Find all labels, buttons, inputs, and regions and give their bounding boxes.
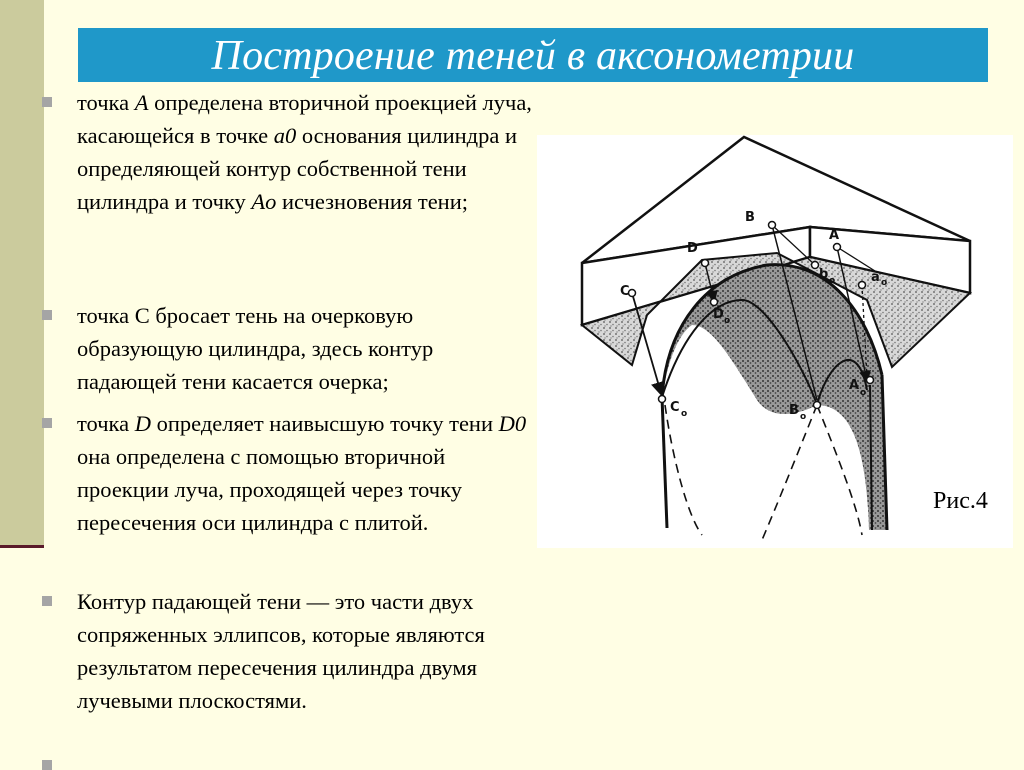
label-d0: D bbox=[713, 307, 724, 322]
bullet-text-italic: A bbox=[134, 90, 149, 115]
label-c0-sub: o bbox=[681, 409, 688, 419]
bullet-text-italic: Ao bbox=[251, 189, 277, 214]
bullet-text-run: исчезновения тени; bbox=[276, 189, 469, 214]
bullet-text-italic: D0 bbox=[498, 411, 527, 436]
label-point-a: A bbox=[829, 228, 840, 243]
figure-caption: Рис.4 bbox=[933, 488, 988, 514]
bullet-text-run: она определена с помощью вторичной проекции луча, проходящей через точку пересечения оси цилиндра с плитой. bbox=[77, 444, 462, 535]
bullet-text-italic: D bbox=[134, 411, 151, 436]
label-d0-sub: o bbox=[724, 316, 731, 326]
bullet-marker bbox=[42, 418, 52, 428]
label-point-d: D bbox=[687, 241, 698, 256]
bullet-text bbox=[77, 585, 537, 717]
label-point-c: C bbox=[620, 284, 630, 299]
bullet-text-run: точка bbox=[77, 90, 135, 115]
label-a0-sub: o bbox=[881, 278, 888, 288]
bullet-text-run: определяет наивысшую точку тени bbox=[150, 411, 499, 436]
bullet-text bbox=[77, 299, 537, 398]
label-a0: a bbox=[871, 270, 880, 285]
dashed-ellipse-right-b bbox=[762, 405, 817, 540]
label-a0-point-sub: o bbox=[860, 388, 867, 398]
slide-title: Построение теней в аксонометрии bbox=[78, 28, 988, 82]
label-c0: C bbox=[670, 400, 680, 415]
bullet-marker bbox=[42, 596, 52, 606]
bullet-text-run: точка С бросает тень на очерковую образующую цилиндра, здесь контур падающей тени касается очерка; bbox=[77, 303, 434, 394]
figure-shadow-construction bbox=[537, 135, 1013, 548]
label-point-b: B bbox=[745, 210, 755, 225]
cylinder-left-edge bbox=[662, 397, 667, 528]
bullet-marker bbox=[42, 97, 52, 107]
bullet-text-run: Контур падающей тени — это части двух сопряженных эллипсов, которые являются результатом пересечения цилиндра двумя лучевыми плоскостями. bbox=[77, 589, 485, 713]
bullet-text-run: точка bbox=[77, 411, 135, 436]
label-b0: b bbox=[819, 267, 829, 282]
dashed-ellipse-left bbox=[665, 405, 702, 535]
bullet-text-run: основания цилиндра и определяющей контур собственной тени цилиндра и точку bbox=[77, 123, 518, 214]
label-b0-point: B bbox=[789, 403, 799, 418]
bullet-text bbox=[77, 407, 537, 539]
bullet-marker-empty bbox=[42, 760, 52, 770]
bullet-marker bbox=[42, 310, 52, 320]
left-decor-band bbox=[0, 0, 44, 548]
bullet-text bbox=[77, 86, 537, 218]
bullet-text-run: определена вторичной проекцией луча, касающейся в точке bbox=[77, 90, 532, 148]
bullet-text-italic: a0 bbox=[273, 123, 297, 148]
label-a0-point: A bbox=[849, 378, 860, 393]
label-b0-point-sub: o bbox=[800, 412, 807, 422]
figure-drawing bbox=[537, 135, 1013, 548]
label-b0-sub: o bbox=[829, 276, 836, 286]
left-decor-line bbox=[0, 545, 44, 548]
